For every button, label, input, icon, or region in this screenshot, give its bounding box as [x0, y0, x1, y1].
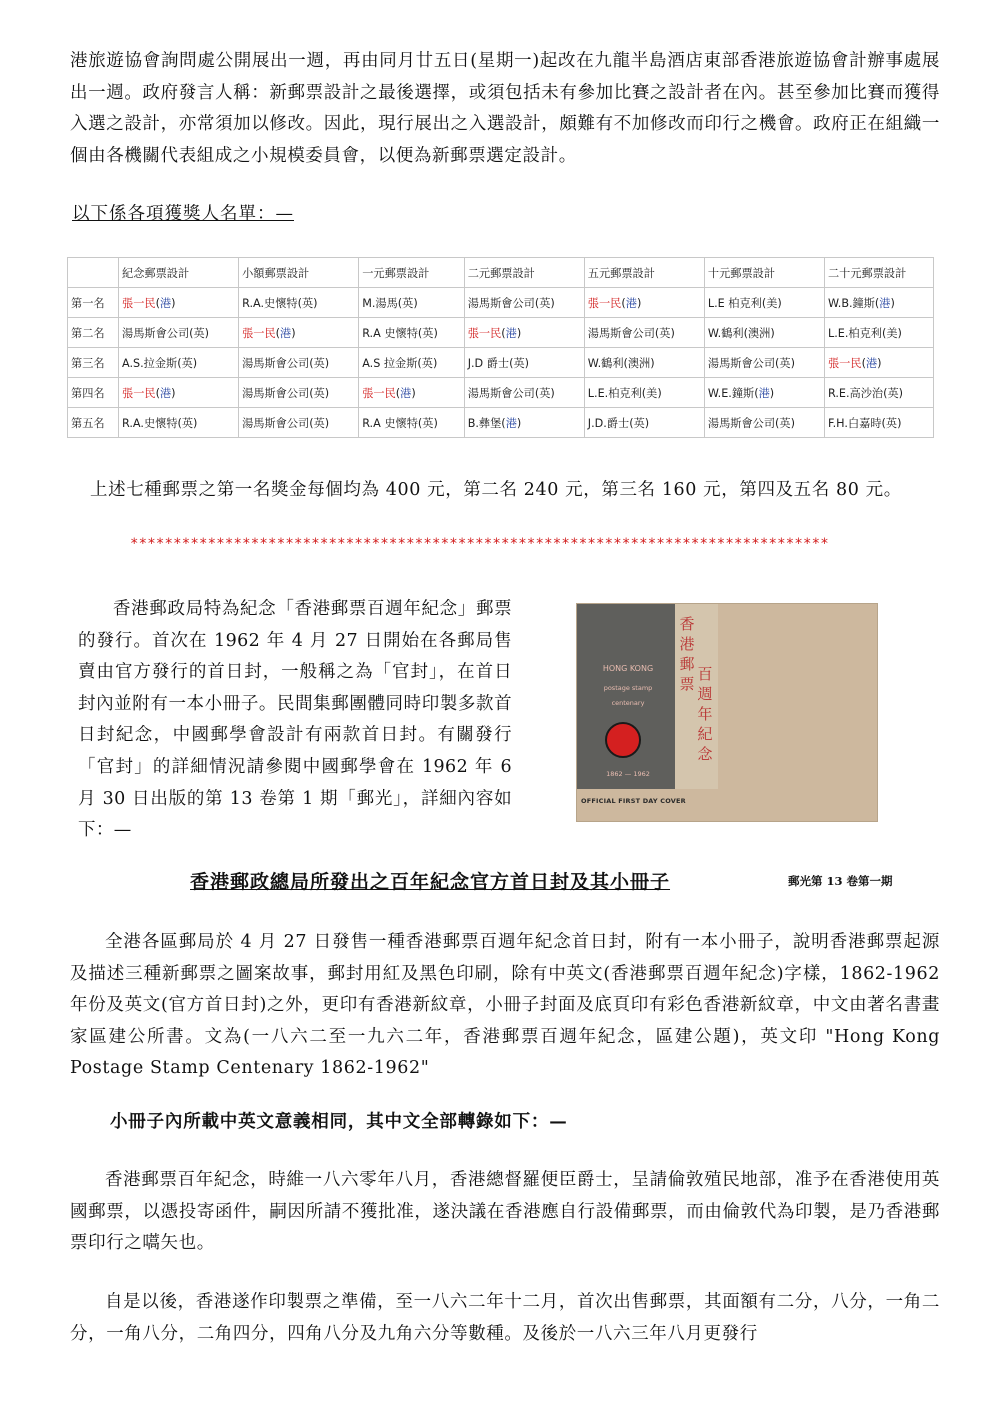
table-row [68, 348, 934, 378]
winner-cell: 湯馬斯會公司(英) [704, 348, 824, 378]
booklet-heading: 小冊子內所載中英文意義相同，其中文全部轉錄如下：— [110, 1112, 568, 1132]
cover-zh-column-1: 香 港 郵 票 [679, 615, 695, 693]
winner-cell: 湯馬斯會公司(英) [239, 348, 359, 378]
cover-years: 1862 — 1962 [606, 770, 650, 778]
table-header-row [68, 258, 934, 288]
winner-cell: J.D 爵士(英) [464, 348, 584, 378]
winner-cell: M.湯馬(英) [359, 288, 465, 318]
winner-cell: R.A.史懷特(英) [239, 288, 359, 318]
table-header-cell: 五元郵票設計 [584, 258, 704, 288]
winner-cell: L.E.柏克利(美) [584, 378, 704, 408]
winner-cell: 張一民(港) [584, 288, 704, 318]
first-day-cover-image [576, 603, 878, 822]
history-paragraph-1: 香港郵票百年紀念，時維一八六零年八月，香港總督羅便臣爵士，呈請倫敦殖民地部，准予在香港使用英國郵票，以憑投寄函件，嗣因所請不獲批准，遂決議在香港應自行設備郵票，而由倫敦代為印製，是乃香港郵票印行之嚆矢也。 [70, 1170, 940, 1253]
winner-cell: W.B.鐘斯(港) [824, 288, 933, 318]
separator-line: ********************************************************************************* [130, 536, 829, 552]
table-row [68, 378, 934, 408]
history-paragraph-2: 自是以後，香港遂作印製票之準備，至一八六二年十二月，首次出售郵票，其面額有二分，八分，一角二分，一角八分，二角四分，四角八分及九角六分等數種。及後於一八六三年八月更發行 [70, 1292, 940, 1344]
winner-cell: F.H.白嘉時(英) [824, 408, 933, 438]
winner-cell: R.A 史懷特(英) [359, 318, 465, 348]
awards-table [67, 257, 934, 438]
table-header-cell [68, 258, 119, 288]
cover-calligraphy-strip [675, 604, 718, 789]
winner-cell: 湯馬斯會公司(英) [239, 408, 359, 438]
table-header-cell: 十元郵票設計 [704, 258, 824, 288]
winner-cell: A.S.拉金斯(英) [119, 348, 239, 378]
winner-cell: A.S 拉金斯(英) [359, 348, 465, 378]
winner-cell: J.D.爵士(英) [584, 408, 704, 438]
article-paragraph: 全港各區郵局於 4 月 27 日發售一種香港郵票百週年紀念首日封，附有一本小冊子，說明香港郵票起源及描述三種新郵票之圖案故事，郵封用紅及黑色印刷，除有中英文(香港郵票百週年紀念)字樣，1862-1962 年份及英文(官方首日封)之外，更印有香港新紋章，小冊子封面及底頁印有彩色香港新紋章，中文由著名書畫家區建公所書。文為(一八六二至一九六二年，香港郵票百週年紀念，區建公題)，英文印 "Hong Kong Postage Stamp Centenary 1862-1962" [70, 932, 940, 1078]
winner-cell: B.彝堡(港) [464, 408, 584, 438]
winner-cell: W.鶴利(澳洲) [704, 318, 824, 348]
cover-en-title: HONG KONG [602, 664, 654, 673]
article-title: 香港郵政總局所發出之百年紀念官方首日封及其小冊子 [190, 871, 671, 893]
cover-zh-column-2: 百 週 年 紀 念 [697, 665, 713, 763]
article-source: 郵光第 13 卷第一期 [788, 874, 893, 888]
winner-cell: W.E.鐘斯(港) [704, 378, 824, 408]
winner-cell: 張一民(港) [119, 288, 239, 318]
table-header-cell: 紀念郵票設計 [119, 258, 239, 288]
coat-of-arms-seal [605, 722, 641, 758]
rank-cell: 第四名 [68, 378, 119, 408]
cover-en-subtitle: postage stamp [603, 684, 653, 692]
winner-cell: 湯馬斯會公司(英) [239, 378, 359, 408]
rank-cell: 第二名 [68, 318, 119, 348]
winner-cell: R.A.史懷特(英) [119, 408, 239, 438]
winner-cell: R.E.高沙治(英) [824, 378, 933, 408]
rank-cell: 第一名 [68, 288, 119, 318]
prize-money-text: 上述七種郵票之第一名獎金每個均為 400 元，第二名 240 元，第三名 160 元，第四及五名 80 元。 [90, 480, 902, 500]
winner-cell: 張一民(港) [824, 348, 933, 378]
winner-cell: L.E.柏克利(美) [824, 318, 933, 348]
winner-cell: 張一民(港) [239, 318, 359, 348]
table-header-cell: 二十元郵票設計 [824, 258, 933, 288]
table-header-cell: 小額郵票設計 [239, 258, 359, 288]
rank-cell: 第五名 [68, 408, 119, 438]
cover-en-subtitle-2: centenary [611, 699, 645, 707]
table-header-cell: 二元郵票設計 [464, 258, 584, 288]
winner-cell: 湯馬斯會公司(英) [704, 408, 824, 438]
winner-cell: W.鶴利(澳洲) [584, 348, 704, 378]
winner-cell: L.E 柏克利(美) [704, 288, 824, 318]
cover-dark-panel [577, 604, 675, 789]
winner-cell: R.A 史懷特(英) [359, 408, 465, 438]
winner-cell: 張一民(港) [359, 378, 465, 408]
fdc-paragraph: 香港郵政局特為紀念「香港郵票百週年紀念」郵票的發行。首次在 1962 年 4 月 27 日開始在各郵局售賣由官方發行的首日封，一般稱之為「官封」，在首日封內並附有一本小冊子。民間集郵團體同時印製多款首日封紀念，中國郵學會設計有兩款首日封。有關發行「官封」的詳細情況請參閱中國郵學會在 1962 年 6 月 30 日出版的第 13 卷第 1 期「郵光」，詳細內容如下：— [78, 599, 512, 841]
winner-cell: 湯馬斯會公司(英) [119, 318, 239, 348]
winner-cell: 湯馬斯會公司(英) [464, 378, 584, 408]
winners-heading: 以下係各項獲獎人名單：— [72, 204, 294, 224]
table-row [68, 318, 934, 348]
table-header-cell: 一元郵票設計 [359, 258, 465, 288]
table-row [68, 408, 934, 438]
cover-footer-text: OFFICIAL FIRST DAY COVER [581, 797, 686, 805]
winner-cell: 張一民(港) [119, 378, 239, 408]
winner-cell: 湯馬斯會公司(英) [464, 288, 584, 318]
rank-cell: 第三名 [68, 348, 119, 378]
winner-cell: 湯馬斯會公司(英) [584, 318, 704, 348]
winner-cell: 張一民(港) [464, 318, 584, 348]
table-row [68, 288, 934, 318]
intro-paragraph: 港旅遊協會詢問處公開展出一週，再由同月廿五日(星期一)起改在九龍半島酒店東部香港旅遊協會計辦事處展出一週。政府發言人稱：新郵票設計之最後選擇，或須包括未有參加比賽之設計者在內。甚至參加比賽而獲得入選之設計，亦常須加以修改。因此，現行展出之入選設計，頗難有不加修改而印行之機會。政府正在組織一個由各機關代表組成之小規模委員會，以便為新郵票選定設計。 [70, 51, 940, 166]
